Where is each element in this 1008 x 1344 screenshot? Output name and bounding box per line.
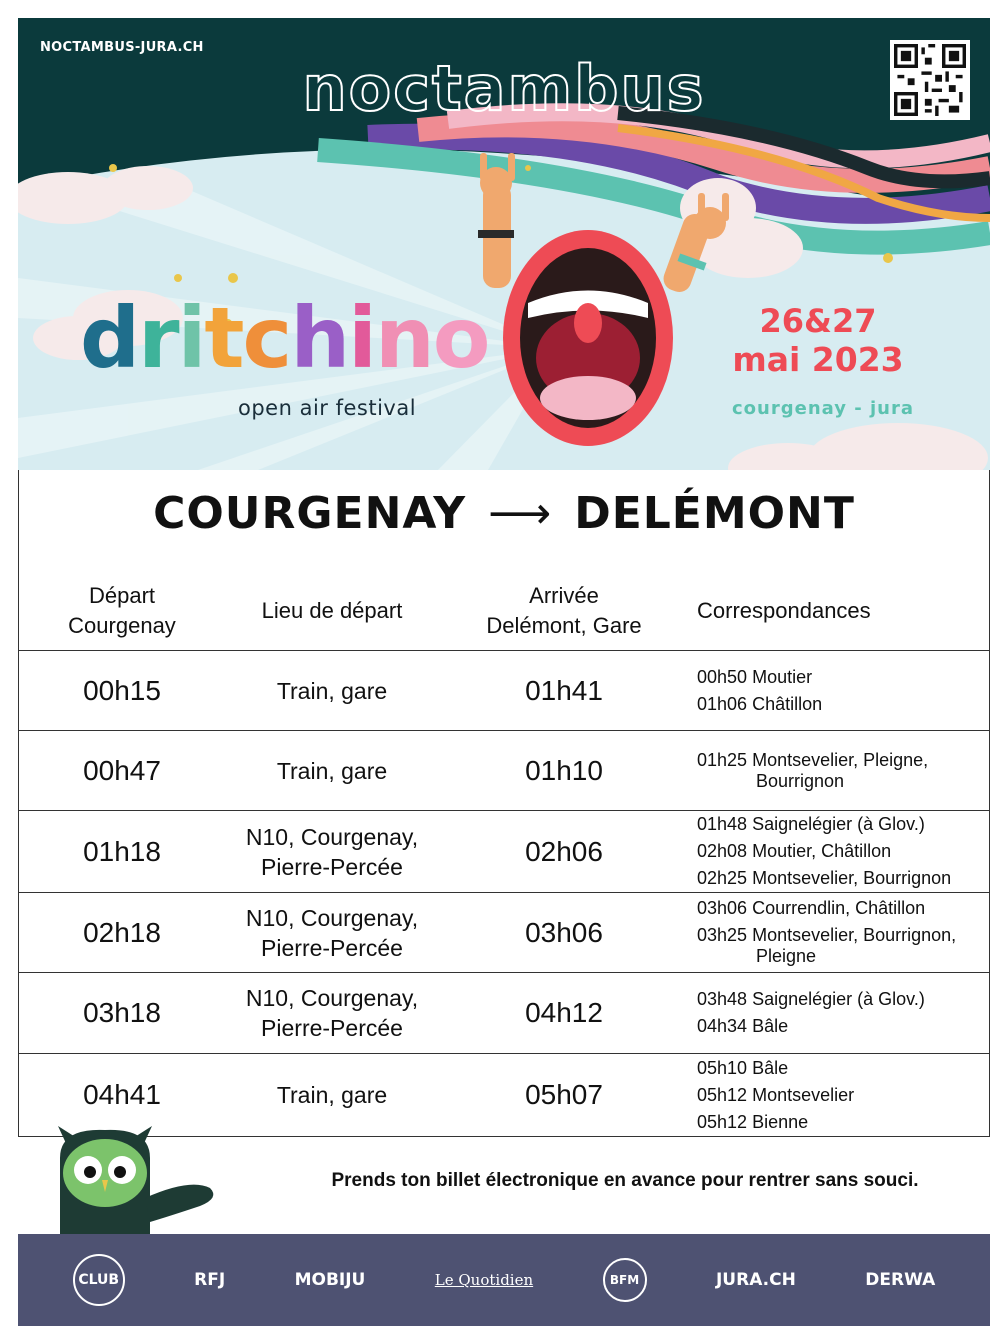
depart-time: 02h18 xyxy=(83,916,161,948)
connection-dest: Bienne xyxy=(752,1111,809,1132)
depart-place: Train, gare xyxy=(276,757,388,784)
festival-letter: c xyxy=(242,289,291,387)
site-url[interactable]: NOCTAMBUS-JURA.CH xyxy=(40,40,204,55)
connections xyxy=(697,651,987,730)
connection-time: 02h08 xyxy=(697,841,748,861)
arrival-time: 05h07 xyxy=(525,1079,603,1110)
table-row xyxy=(19,731,989,811)
connection-item xyxy=(697,1082,854,1109)
connection-time: 05h10 xyxy=(697,1057,748,1078)
connections xyxy=(697,973,987,1053)
depart-time: 03h18 xyxy=(83,997,161,1028)
connection-item xyxy=(697,1109,808,1136)
connection-time: 03h48 xyxy=(697,989,748,1009)
column-header-line: Départ xyxy=(88,583,156,608)
connection-item xyxy=(697,664,812,691)
festival-letter: t xyxy=(204,289,243,387)
connection-dest: Saignelégier (à Glov.) xyxy=(752,814,925,834)
depart-place xyxy=(225,893,439,972)
depart-time: 00h15 xyxy=(83,674,161,706)
depart-time: 04h41 xyxy=(83,1079,161,1110)
festival-letter: r xyxy=(138,289,178,387)
connection-time: 03h25 xyxy=(697,925,748,945)
connection-dest-cont: Bourrignon xyxy=(756,770,845,791)
route-from: COURGENAY xyxy=(153,488,467,539)
connection-time: 01h48 xyxy=(697,814,748,834)
column-header-line: Correspondances xyxy=(697,598,871,623)
connections xyxy=(697,1054,987,1136)
depart-place: Train, gare xyxy=(276,1082,388,1108)
table-row xyxy=(19,973,989,1054)
sponsor-rfj-logo[interactable]: RFJ xyxy=(194,1270,226,1290)
owl-mascot-icon xyxy=(50,1118,230,1236)
depart-place-line: Pierre-Percée xyxy=(261,934,403,961)
festival-location: courgenay - jura xyxy=(732,398,914,419)
arrow-right-icon: ⟶ xyxy=(488,488,553,539)
depart-place-line: Pierre-Percée xyxy=(261,853,403,880)
connections xyxy=(697,893,987,972)
route-title xyxy=(19,488,989,539)
connection-dest: Bâle xyxy=(752,1016,789,1036)
festival-days: 26&27 xyxy=(759,302,877,340)
column-header-arrivee xyxy=(449,576,679,646)
depart-place xyxy=(225,811,439,892)
table-row xyxy=(19,893,989,973)
connection-item xyxy=(697,986,925,1013)
table-row xyxy=(19,811,989,893)
connection-time: 05h12 xyxy=(697,1111,748,1132)
sponsor-derwa-logo[interactable]: DERWA xyxy=(865,1270,936,1290)
connection-item xyxy=(697,811,925,838)
column-header-line: Arrivée xyxy=(529,583,599,608)
sponsor-bar xyxy=(18,1234,990,1326)
table-row xyxy=(19,651,989,731)
qr-code[interactable] xyxy=(890,40,970,120)
depart-place-line: N10, Courgenay, xyxy=(245,904,419,931)
sponsor-mobiju-logo[interactable]: MOBIJU xyxy=(294,1270,366,1290)
connection-item xyxy=(697,691,822,718)
connection-item xyxy=(697,1013,788,1040)
connection-time: 01h25 xyxy=(697,749,748,770)
schedule-table xyxy=(18,470,990,1137)
connection-dest: Courrendlin, Châtillon xyxy=(752,898,926,918)
connection-item xyxy=(697,747,928,795)
arrival-time: 04h12 xyxy=(525,997,603,1028)
column-header-lieu xyxy=(225,576,439,646)
connection-dest: Montsevelier, Bourrignon, xyxy=(752,925,957,945)
connection-time: 01h06 xyxy=(697,693,748,714)
festival-letter: d xyxy=(80,289,139,387)
column-header-line: Courgenay xyxy=(68,613,176,638)
depart-time: 01h18 xyxy=(83,835,161,867)
brand-logo: noctambus xyxy=(302,52,706,125)
arrival-time: 03h06 xyxy=(525,916,603,948)
connection-dest: Montsevelier, Pleigne, xyxy=(752,749,929,770)
connections xyxy=(697,731,987,810)
festival-subtitle: open air festival xyxy=(238,396,417,420)
connection-time: 05h12 xyxy=(697,1084,748,1105)
sponsor-bfm-logo[interactable]: BFM xyxy=(603,1258,647,1302)
connection-item xyxy=(697,1055,788,1082)
connection-dest: Moutier xyxy=(752,666,813,687)
column-header-line: Lieu de départ xyxy=(261,598,403,623)
arrival-time: 01h41 xyxy=(525,674,603,706)
festival-name xyxy=(80,288,488,388)
column-header-line: Delémont, Gare xyxy=(486,613,642,638)
festival-letter: i xyxy=(177,289,205,387)
connection-dest: Montsevelier xyxy=(752,1084,855,1105)
connection-time: 00h50 xyxy=(697,666,748,687)
header-banner xyxy=(18,18,990,470)
sponsor-club-logo[interactable]: CLUB xyxy=(73,1254,125,1306)
column-header-depart xyxy=(19,576,225,646)
depart-place: Train, gare xyxy=(276,677,388,704)
connection-dest-cont: Pleigne xyxy=(756,946,817,966)
depart-place-line: N10, Courgenay, xyxy=(245,985,419,1011)
connection-time: 04h34 xyxy=(697,1016,748,1036)
connection-dest: Saignelégier (à Glov.) xyxy=(752,989,925,1009)
arrival-time: 02h06 xyxy=(525,835,603,867)
connection-item xyxy=(697,922,956,970)
sponsor-quotidien-logo[interactable]: Le Quotidien xyxy=(434,1271,534,1289)
connection-dest: Moutier, Châtillon xyxy=(752,841,892,861)
route-to: DELÉMONT xyxy=(574,488,855,539)
connection-time: 02h25 xyxy=(697,868,748,888)
connection-time: 03h06 xyxy=(697,898,748,918)
depart-place-line: N10, Courgenay, xyxy=(245,823,419,850)
connection-item xyxy=(697,838,891,865)
festival-letter: n xyxy=(374,289,433,387)
festival-letter: i xyxy=(348,289,375,387)
column-header-corr xyxy=(697,576,987,646)
connection-dest: Bâle xyxy=(752,1057,789,1078)
connection-dest: Montsevelier, Bourrignon xyxy=(752,868,952,888)
arrival-time: 01h10 xyxy=(525,754,603,786)
ticket-tip: Prends ton billet électronique en avance pour rentrer sans souci. xyxy=(331,1170,919,1191)
festival-month: mai 2023 xyxy=(732,340,904,379)
connection-dest: Châtillon xyxy=(752,693,823,714)
festival-letter: o xyxy=(432,289,489,387)
connection-item xyxy=(697,895,925,922)
depart-time: 00h47 xyxy=(83,754,161,786)
festival-letter: h xyxy=(290,289,349,387)
sponsor-jura-logo[interactable]: JURA.CH xyxy=(715,1270,796,1290)
connections xyxy=(697,811,987,892)
depart-place-line: Pierre-Percée xyxy=(261,1015,403,1041)
depart-place xyxy=(225,973,439,1053)
connection-item xyxy=(697,865,951,892)
